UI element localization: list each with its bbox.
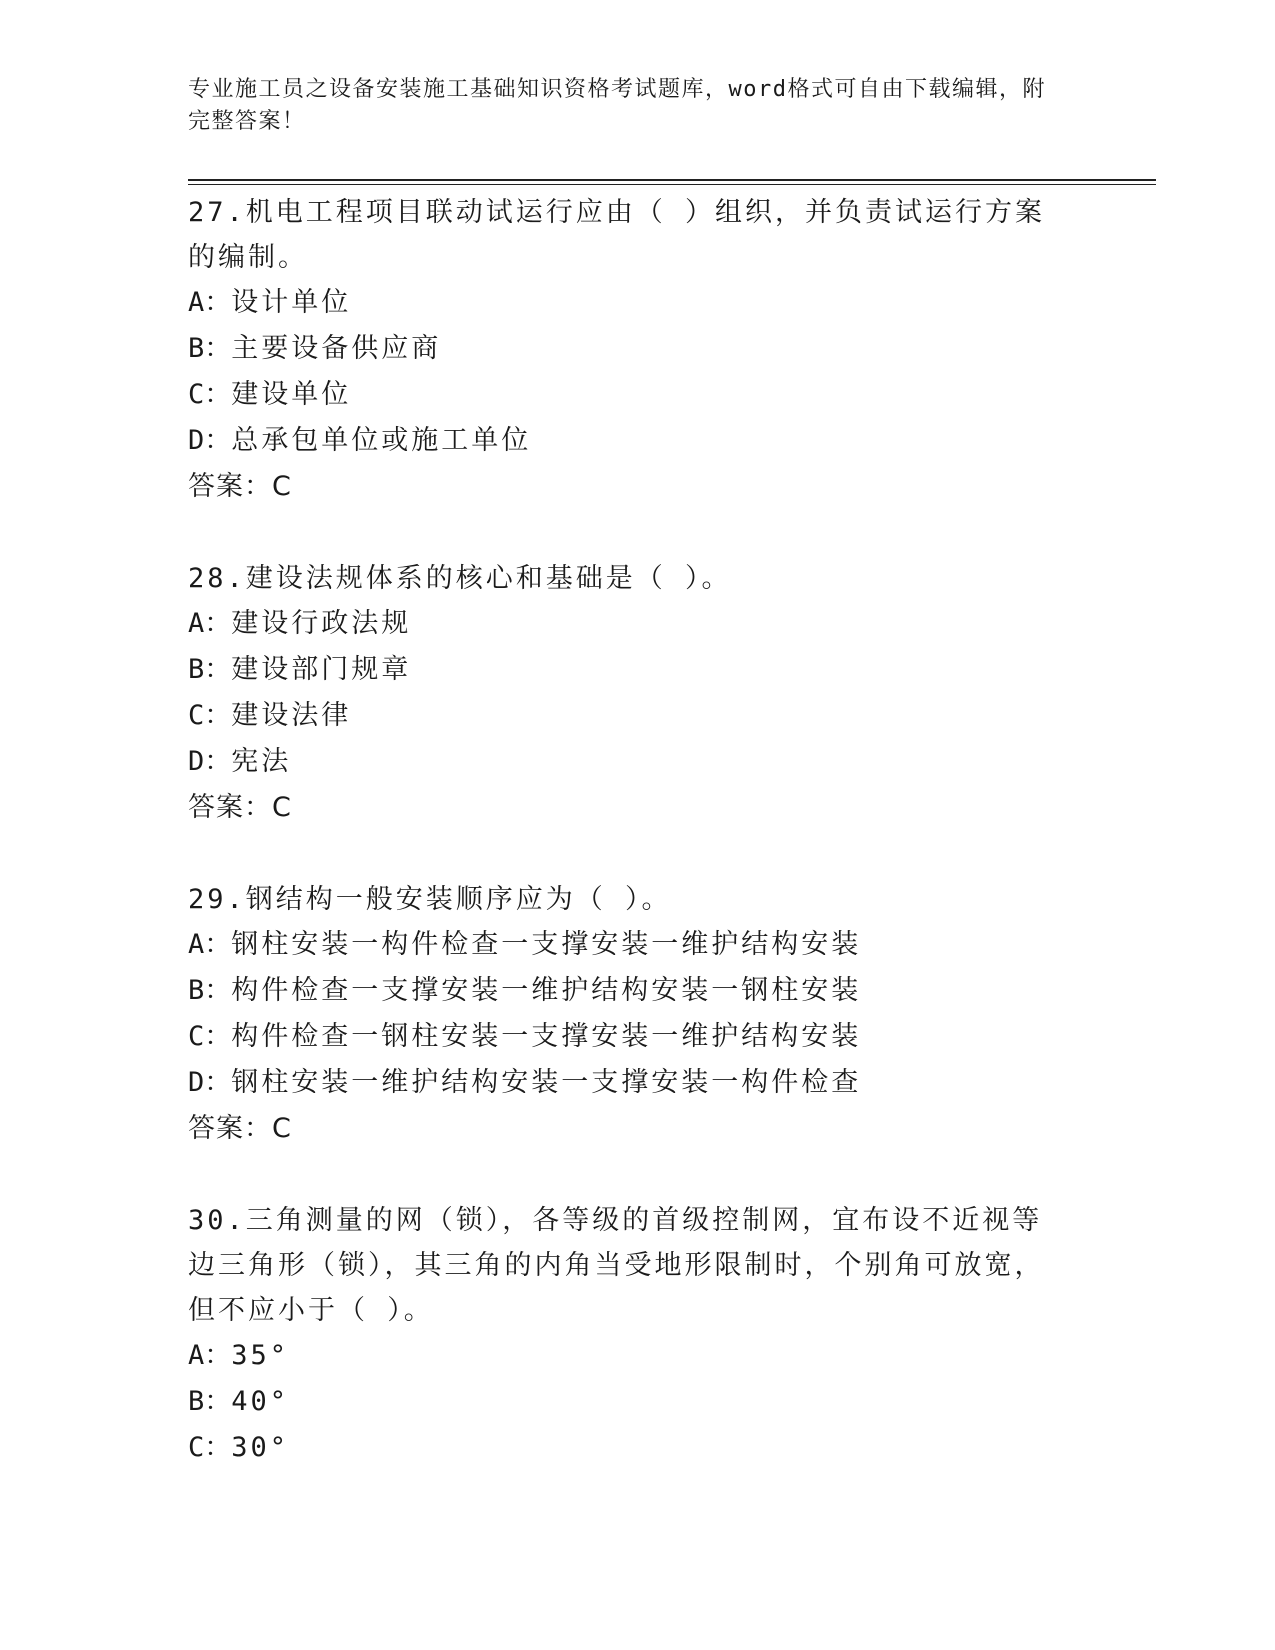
question-stem: 27.机电工程项目联动试运行应由（ ）组织，并负责试运行方案的编制。: [188, 197, 1046, 273]
option-a: [188, 922, 1068, 968]
option-key: C：: [188, 1021, 232, 1052]
question-stem: 28.建设法规体系的核心和基础是（ ）。: [188, 563, 732, 594]
option-key: A：: [188, 287, 232, 318]
answer-line: 答案：C: [188, 1113, 292, 1144]
option-text: 总承包单位或施工单位: [231, 425, 532, 456]
document-header: 专业施工员之设备安装施工基础知识资格考试题库，word格式可自由下载编辑，附完整答案！: [188, 77, 1046, 134]
option-key: B：: [188, 333, 232, 364]
option-a: [188, 601, 1068, 647]
question-stem: 29.钢结构一般安装顺序应为（ ）。: [188, 884, 672, 915]
option-b: [188, 647, 1068, 693]
option-key: B：: [188, 1386, 232, 1417]
option-key: D：: [188, 746, 232, 777]
question-28: [188, 556, 1068, 831]
option-b: [188, 326, 1068, 372]
option-text: 宪法: [231, 746, 292, 777]
option-key: D：: [188, 425, 232, 456]
option-c: [188, 1425, 1068, 1471]
option-text: 构件检查一钢柱安装一支撑安装一维护结构安装: [231, 1021, 862, 1052]
document-page: [188, 0, 1156, 1650]
option-text: 40°: [231, 1386, 290, 1417]
option-key: C：: [188, 379, 232, 410]
question-stem: 30.三角测量的网（锁），各等级的首级控制网，宜布设不近视等边三角形（锁），其三角的内角当受地形限制时，个别角可放宽，但不应小于（ ）。: [188, 1205, 1045, 1326]
option-list: [188, 922, 1068, 1106]
option-text: 建设行政法规: [231, 608, 412, 639]
option-key: A：: [188, 1340, 232, 1371]
option-c: [188, 1014, 1068, 1060]
option-key: B：: [188, 654, 232, 685]
option-d: [188, 418, 1068, 464]
option-key: C：: [188, 700, 232, 731]
option-d: [188, 1060, 1068, 1106]
option-key: A：: [188, 608, 232, 639]
option-key: D：: [188, 1067, 232, 1098]
answer-line: 答案：C: [188, 792, 292, 823]
option-text: 建设法律: [231, 700, 352, 731]
option-list: [188, 1333, 1068, 1471]
header-divider-thick: [188, 179, 1156, 181]
option-list: [188, 601, 1068, 785]
question-30: [188, 1198, 1068, 1471]
option-text: 钢柱安装一维护结构安装一支撑安装一构件检查: [231, 1067, 862, 1098]
option-key: C：: [188, 1432, 232, 1463]
answer-line: 答案：C: [188, 471, 292, 502]
option-key: B：: [188, 975, 232, 1006]
option-text: 钢柱安装一构件检查一支撑安装一维护结构安装: [231, 929, 862, 960]
question-list: [188, 190, 1068, 1517]
option-a: [188, 280, 1068, 326]
option-b: [188, 1379, 1068, 1425]
option-text: 35°: [231, 1340, 290, 1371]
option-text: 设计单位: [231, 287, 352, 318]
option-text: 建设部门规章: [231, 654, 412, 685]
option-text: 构件检查一支撑安装一维护结构安装一钢柱安装: [231, 975, 862, 1006]
option-key: A：: [188, 929, 232, 960]
option-text: 建设单位: [231, 379, 352, 410]
option-d: [188, 739, 1068, 785]
question-27: [188, 190, 1068, 510]
option-c: [188, 693, 1068, 739]
option-c: [188, 372, 1068, 418]
option-b: [188, 968, 1068, 1014]
question-29: [188, 877, 1068, 1152]
option-list: [188, 280, 1068, 464]
option-a: [188, 1333, 1068, 1379]
header-divider-thin: [188, 184, 1156, 185]
option-text: 主要设备供应商: [231, 333, 442, 364]
option-text: 30°: [231, 1432, 290, 1463]
